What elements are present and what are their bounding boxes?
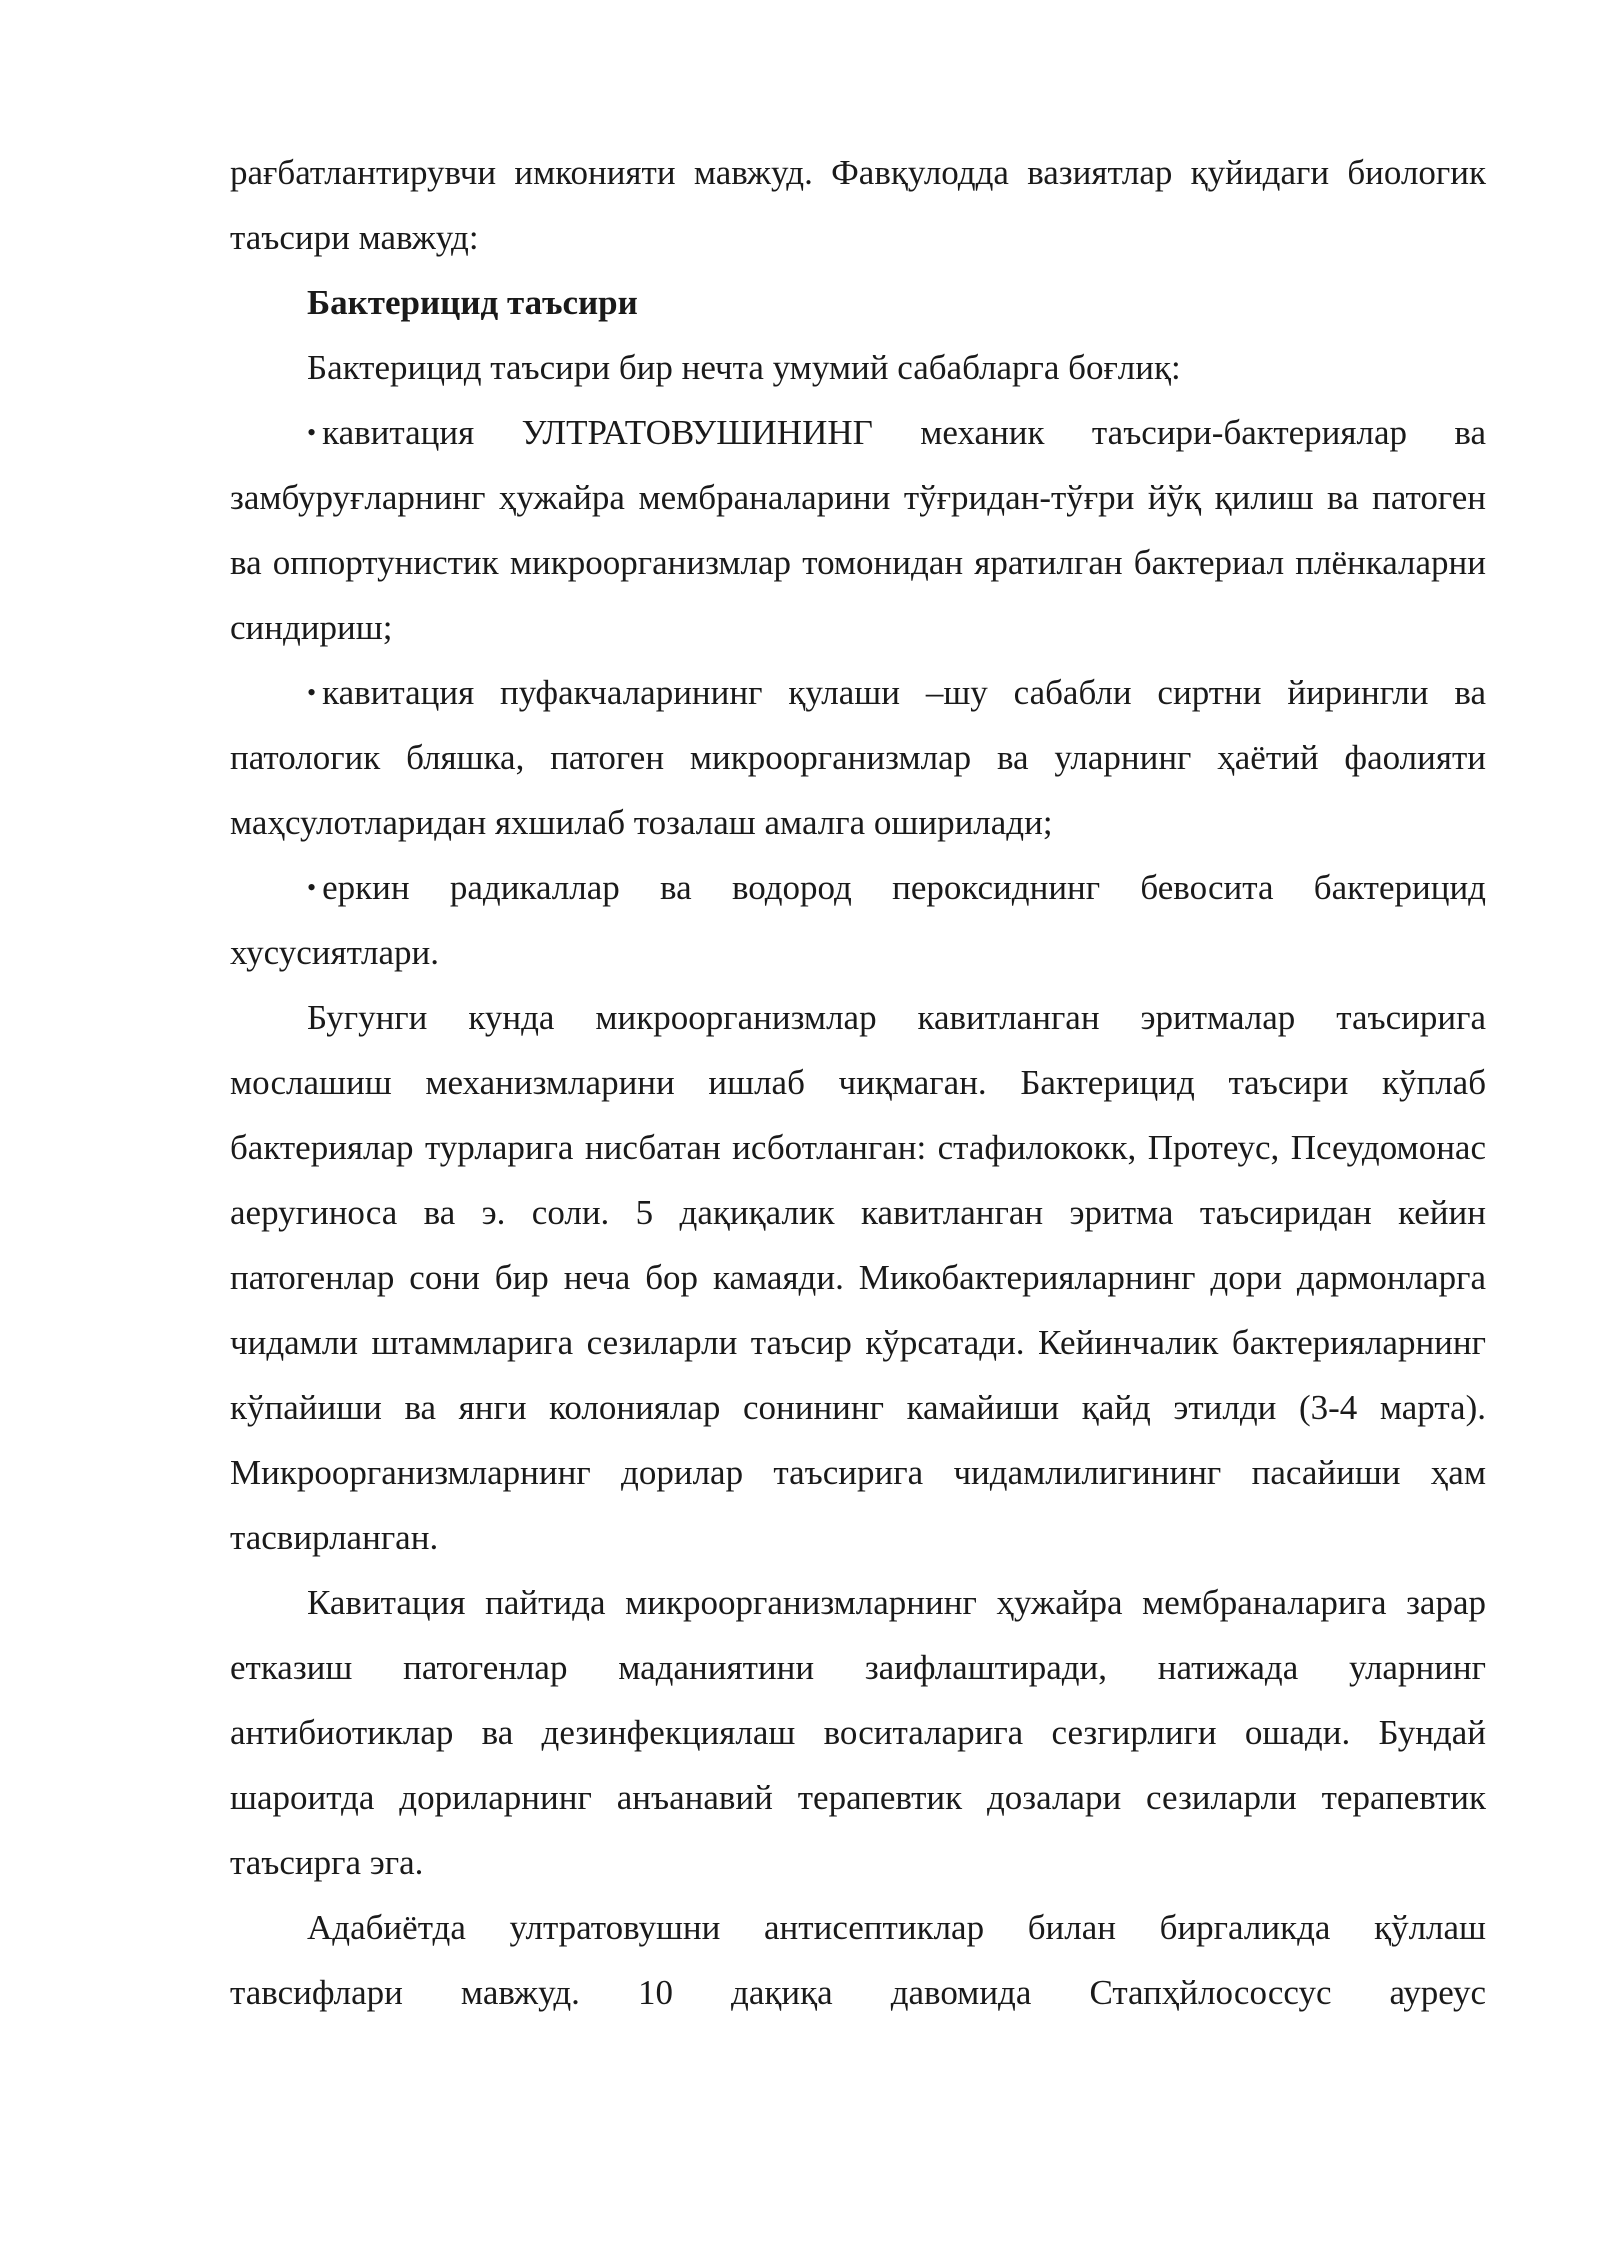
bullet-text: кавитация УЛТРАТОВУШИНИНГ механик таъсири-бактериялар ва замбуруғларнинг ҳужайра мембраналарини тўғридан-тўғри йўқ қилиш ва патоген ва оппортунистик микроорганизмлар томонидан яратилган бактериал плёнкаларни синдириш; xyxy=(230,413,1486,647)
paragraph-microorganisms: Бугунги кунда микроорганизмлар кавитланган эритмалар таъсирига мослашиш механизмларини ишлаб чиқмаган. Бактерицид таъсири кўплаб бактериялар турларига нисбатан исботланган: стафилококк, Протеус, Псеудомонас аеругиноса ва э. соли. 5 дақиқалик кавитланган эритма таъсиридан кейин патогенлар сони бир неча бор камаяди. Микобактерияларнинг дори дармонларга чидамли штаммларига сезиларли таъсир кўрсатади. Кейинчалик бактерияларнинг кўпайиши ва янги колониялар сонининг камайиши қайд этилди (3-4 марта). Микроорганизмларнинг дорилар таъсирига чидамлилигининг пасайиши ҳам тасвирланган. xyxy=(230,998,1486,1557)
bullet-item-3 xyxy=(230,855,1486,985)
section-heading: Бактерицид таъсири xyxy=(307,283,638,322)
bullet-marker: • xyxy=(307,678,317,707)
bullet-marker: • xyxy=(307,873,317,902)
bullet-item-2 xyxy=(230,660,1486,855)
bullet-item-1 xyxy=(230,400,1486,660)
paragraph-literature: Адабиётда ултратовушни антисептиклар билан биргаликда қўллаш тавсифлари мавжуд. 10 дақиқа давомида Стапҳйлососсус ауреус xyxy=(230,1908,1486,2012)
bullet-text: еркин радикаллар ва водород пероксиднинг бевосита бактерицид хусусиятлари. xyxy=(230,868,1486,972)
paragraph-cavitation: Кавитация пайтида микроорганизмларнинг ҳужайра мембраналарига зарар етказиш патогенлар маданиятини заифлаштиради, натижада уларнинг антибиотиклар ва дезинфекциялаш воситаларига сезгирлиги ошади. Бундай шароитда дориларнинг анъанавий терапевтик дозалари сезиларли терапевтик таъсирга эга. xyxy=(230,1583,1486,1882)
paragraph-causes: Бактерицид таъсири бир нечта умумий сабабларга боғлиқ: xyxy=(307,348,1181,387)
paragraph-intro: рағбатлантирувчи имконияти мавжуд. Фавқулодда вазиятлар қуйидаги биологик таъсири мавжуд: xyxy=(230,153,1486,257)
document-page xyxy=(230,140,1486,2025)
bullet-text: кавитация пуфакчаларининг қулаши –шу сабабли сиртни йирингли ва патологик бляшка, патоген микроорганизмлар ва уларнинг ҳаётий фаолияти маҳсулотларидан яхшилаб тозалаш амалга оширилади; xyxy=(230,673,1486,842)
bullet-marker: • xyxy=(307,418,317,447)
